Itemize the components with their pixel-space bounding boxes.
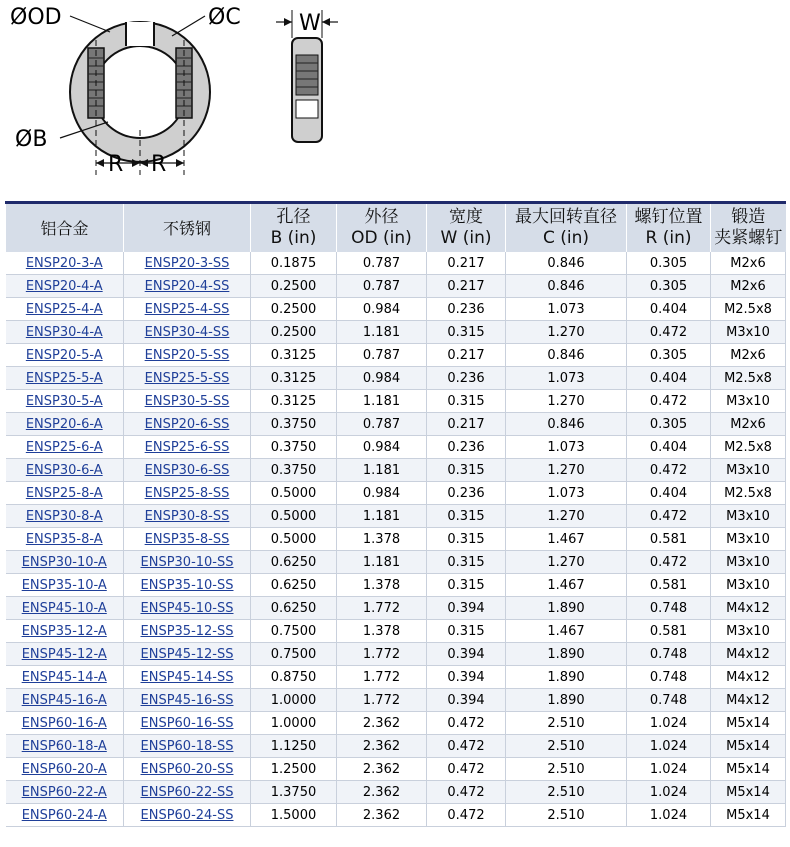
screw-cell: M3x10 bbox=[711, 528, 786, 551]
max-diameter-cell: 0.846 bbox=[506, 344, 627, 367]
width-cell: 0.315 bbox=[427, 321, 506, 344]
bore-cell: 0.7500 bbox=[251, 643, 337, 666]
od-cell: 1.181 bbox=[337, 551, 427, 574]
bore-cell: 0.3125 bbox=[251, 367, 337, 390]
screw-cell: M5x14 bbox=[711, 804, 786, 827]
width-cell: 0.472 bbox=[427, 804, 506, 827]
aluminum-part-link[interactable]: ENSP25-8-A bbox=[25, 485, 103, 501]
stainless-part-link[interactable]: ENSP25-8-SS bbox=[144, 485, 230, 501]
screw-position-cell: 0.404 bbox=[627, 298, 711, 321]
aluminum-part-cell[interactable] bbox=[6, 551, 124, 574]
bore-cell: 0.5000 bbox=[251, 528, 337, 551]
table-row bbox=[6, 252, 786, 275]
aluminum-part-link[interactable]: ENSP30-5-A bbox=[25, 393, 103, 409]
bore-cell: 1.5000 bbox=[251, 804, 337, 827]
stainless-part-link[interactable]: ENSP60-16-SS bbox=[140, 715, 234, 731]
bore-cell: 0.3125 bbox=[251, 390, 337, 413]
stainless-part-link[interactable]: ENSP45-10-SS bbox=[140, 600, 234, 616]
aluminum-part-cell[interactable] bbox=[6, 574, 124, 597]
aluminum-part-link[interactable]: ENSP45-10-A bbox=[21, 600, 107, 616]
table-row bbox=[6, 344, 786, 367]
aluminum-part-cell[interactable] bbox=[6, 482, 124, 505]
od-cell: 0.787 bbox=[337, 275, 427, 298]
aluminum-part-link[interactable]: ENSP30-8-A bbox=[25, 508, 103, 524]
stainless-part-cell[interactable] bbox=[124, 367, 251, 390]
stainless-part-link[interactable]: ENSP35-10-SS bbox=[140, 577, 234, 593]
stainless-part-link[interactable]: ENSP30-10-SS bbox=[140, 554, 234, 570]
od-cell: 0.787 bbox=[337, 413, 427, 436]
aluminum-part-link[interactable]: ENSP25-4-A bbox=[25, 301, 103, 317]
stainless-part-cell[interactable] bbox=[124, 344, 251, 367]
stainless-part-cell[interactable] bbox=[124, 689, 251, 712]
stainless-part-link[interactable]: ENSP35-12-SS bbox=[140, 623, 234, 639]
aluminum-part-link[interactable]: ENSP60-18-A bbox=[21, 738, 107, 754]
aluminum-part-cell[interactable] bbox=[6, 620, 124, 643]
table-row bbox=[6, 413, 786, 436]
bore-cell: 0.8750 bbox=[251, 666, 337, 689]
screw-cell: M3x10 bbox=[711, 390, 786, 413]
stainless-part-link[interactable]: ENSP30-8-SS bbox=[144, 508, 230, 524]
max-diameter-cell: 1.270 bbox=[506, 321, 627, 344]
stainless-part-cell[interactable] bbox=[124, 620, 251, 643]
screw-cell: M2x6 bbox=[711, 413, 786, 436]
aluminum-part-link[interactable]: ENSP45-14-A bbox=[21, 669, 107, 685]
max-diameter-cell: 1.270 bbox=[506, 459, 627, 482]
stainless-part-link[interactable]: ENSP45-12-SS bbox=[140, 646, 234, 662]
od-cell: 1.772 bbox=[337, 643, 427, 666]
table-row bbox=[6, 804, 786, 827]
aluminum-part-link[interactable]: ENSP60-22-A bbox=[21, 784, 107, 800]
max-diameter-cell: 1.270 bbox=[506, 505, 627, 528]
width-cell: 0.472 bbox=[427, 758, 506, 781]
stainless-part-link[interactable]: ENSP45-14-SS bbox=[140, 669, 234, 685]
aluminum-part-cell[interactable] bbox=[6, 459, 124, 482]
width-cell: 0.472 bbox=[427, 735, 506, 758]
screw-cell: M2.5x8 bbox=[711, 482, 786, 505]
stainless-part-cell[interactable] bbox=[124, 712, 251, 735]
max-diameter-cell: 1.467 bbox=[506, 574, 627, 597]
aluminum-part-cell[interactable] bbox=[6, 344, 124, 367]
table-row bbox=[6, 758, 786, 781]
aluminum-part-cell[interactable] bbox=[6, 298, 124, 321]
bore-cell: 1.1250 bbox=[251, 735, 337, 758]
aluminum-part-cell[interactable] bbox=[6, 321, 124, 344]
width-cell: 0.315 bbox=[427, 390, 506, 413]
od-cell: 1.378 bbox=[337, 574, 427, 597]
screw-position-cell: 1.024 bbox=[627, 758, 711, 781]
table-row bbox=[6, 275, 786, 298]
screw-position-cell: 0.305 bbox=[627, 344, 711, 367]
table-row bbox=[6, 298, 786, 321]
stainless-part-link[interactable]: ENSP20-6-SS bbox=[144, 416, 230, 432]
shaft-collar-diagram bbox=[0, 0, 790, 200]
stainless-part-cell[interactable] bbox=[124, 482, 251, 505]
stainless-part-cell[interactable] bbox=[124, 252, 251, 275]
od-cell: 2.362 bbox=[337, 804, 427, 827]
od-cell: 2.362 bbox=[337, 712, 427, 735]
table-row bbox=[6, 643, 786, 666]
max-diameter-cell: 1.467 bbox=[506, 528, 627, 551]
screw-position-cell: 0.472 bbox=[627, 459, 711, 482]
table-row bbox=[6, 321, 786, 344]
stainless-part-link[interactable]: ENSP60-18-SS bbox=[140, 738, 234, 754]
table-row bbox=[6, 735, 786, 758]
max-diameter-cell: 1.890 bbox=[506, 689, 627, 712]
screw-position-cell: 0.748 bbox=[627, 666, 711, 689]
aluminum-part-link[interactable]: ENSP60-16-A bbox=[21, 715, 107, 731]
stainless-part-cell[interactable] bbox=[124, 597, 251, 620]
aluminum-part-link[interactable]: ENSP30-6-A bbox=[25, 462, 103, 478]
bore-cell: 0.5000 bbox=[251, 505, 337, 528]
max-diameter-cell: 1.073 bbox=[506, 436, 627, 459]
width-cell: 0.315 bbox=[427, 459, 506, 482]
screw-cell: M3x10 bbox=[711, 620, 786, 643]
bore-cell: 1.0000 bbox=[251, 712, 337, 735]
stainless-part-link[interactable]: ENSP60-24-SS bbox=[140, 807, 234, 823]
max-diameter-cell: 0.846 bbox=[506, 252, 627, 275]
od-label: ØOD bbox=[10, 5, 62, 30]
stainless-part-cell[interactable] bbox=[124, 574, 251, 597]
aluminum-part-cell[interactable] bbox=[6, 758, 124, 781]
header-screw-position: 螺钉位置 R (in) bbox=[627, 203, 711, 253]
screw-cell: M3x10 bbox=[711, 574, 786, 597]
bore-cell: 1.2500 bbox=[251, 758, 337, 781]
table-row bbox=[6, 666, 786, 689]
stainless-part-link[interactable]: ENSP60-20-SS bbox=[140, 761, 234, 777]
aluminum-part-link[interactable]: ENSP30-10-A bbox=[21, 554, 107, 570]
bore-cell: 0.2500 bbox=[251, 321, 337, 344]
bore-cell: 0.2500 bbox=[251, 275, 337, 298]
stainless-part-cell[interactable] bbox=[124, 275, 251, 298]
stainless-part-link[interactable]: ENSP25-6-SS bbox=[144, 439, 230, 455]
width-cell: 0.394 bbox=[427, 666, 506, 689]
aluminum-part-cell[interactable] bbox=[6, 390, 124, 413]
screw-position-cell: 0.404 bbox=[627, 436, 711, 459]
header-width: 宽度 W (in) bbox=[427, 203, 506, 253]
stainless-part-cell[interactable] bbox=[124, 643, 251, 666]
screw-cell: M3x10 bbox=[711, 505, 786, 528]
max-diameter-cell: 1.073 bbox=[506, 298, 627, 321]
table-row bbox=[6, 390, 786, 413]
max-diameter-cell: 2.510 bbox=[506, 758, 627, 781]
bore-cell: 0.3750 bbox=[251, 436, 337, 459]
stainless-part-link[interactable]: ENSP30-4-SS bbox=[144, 324, 230, 340]
stainless-part-cell[interactable] bbox=[124, 390, 251, 413]
aluminum-part-link[interactable]: ENSP25-6-A bbox=[25, 439, 103, 455]
stainless-part-link[interactable]: ENSP60-22-SS bbox=[140, 784, 234, 800]
width-cell: 0.236 bbox=[427, 482, 506, 505]
stainless-part-link[interactable]: ENSP20-3-SS bbox=[144, 255, 230, 271]
screw-position-cell: 0.748 bbox=[627, 643, 711, 666]
width-cell: 0.315 bbox=[427, 505, 506, 528]
r-right-label: R bbox=[151, 152, 167, 177]
stainless-part-cell[interactable] bbox=[124, 321, 251, 344]
stainless-part-cell[interactable] bbox=[124, 528, 251, 551]
max-diameter-cell: 1.073 bbox=[506, 482, 627, 505]
table-row bbox=[6, 459, 786, 482]
screw-cell: M2x6 bbox=[711, 344, 786, 367]
od-cell: 0.984 bbox=[337, 482, 427, 505]
screw-cell: M2.5x8 bbox=[711, 367, 786, 390]
aluminum-part-cell[interactable] bbox=[6, 666, 124, 689]
aluminum-part-link[interactable]: ENSP35-10-A bbox=[21, 577, 107, 593]
screw-position-cell: 0.305 bbox=[627, 252, 711, 275]
bore-cell: 0.3750 bbox=[251, 459, 337, 482]
od-cell: 1.181 bbox=[337, 390, 427, 413]
screw-cell: M4x12 bbox=[711, 689, 786, 712]
b-label: ØB bbox=[15, 127, 48, 152]
max-diameter-cell: 0.846 bbox=[506, 413, 627, 436]
table-row bbox=[6, 781, 786, 804]
stainless-part-link[interactable]: ENSP25-4-SS bbox=[144, 301, 230, 317]
max-diameter-cell: 1.890 bbox=[506, 597, 627, 620]
bore-cell: 0.6250 bbox=[251, 597, 337, 620]
od-cell: 1.378 bbox=[337, 528, 427, 551]
width-cell: 0.315 bbox=[427, 528, 506, 551]
bore-cell: 0.6250 bbox=[251, 574, 337, 597]
screw-position-cell: 0.581 bbox=[627, 574, 711, 597]
header-max-diameter: 最大回转直径 C (in) bbox=[506, 203, 627, 253]
width-cell: 0.472 bbox=[427, 781, 506, 804]
od-cell: 2.362 bbox=[337, 781, 427, 804]
bore-cell: 0.5000 bbox=[251, 482, 337, 505]
header-screw: 锻造 夹紧螺钉 bbox=[711, 203, 786, 253]
screw-cell: M5x14 bbox=[711, 781, 786, 804]
table-row bbox=[6, 367, 786, 390]
stainless-part-cell[interactable] bbox=[124, 758, 251, 781]
screw-position-cell: 1.024 bbox=[627, 781, 711, 804]
width-cell: 0.217 bbox=[427, 252, 506, 275]
aluminum-part-link[interactable]: ENSP25-5-A bbox=[25, 370, 103, 386]
aluminum-part-cell[interactable] bbox=[6, 597, 124, 620]
aluminum-part-link[interactable]: ENSP20-5-A bbox=[25, 347, 103, 363]
bore-cell: 0.6250 bbox=[251, 551, 337, 574]
header-stainless: 不锈钢 bbox=[124, 203, 251, 253]
screw-position-cell: 0.404 bbox=[627, 482, 711, 505]
w-label: W bbox=[299, 11, 321, 36]
stainless-part-cell[interactable] bbox=[124, 413, 251, 436]
width-cell: 0.315 bbox=[427, 574, 506, 597]
stainless-part-link[interactable]: ENSP45-16-SS bbox=[140, 692, 234, 708]
od-cell: 1.772 bbox=[337, 666, 427, 689]
table-row bbox=[6, 712, 786, 735]
screw-cell: M4x12 bbox=[711, 666, 786, 689]
width-cell: 0.217 bbox=[427, 344, 506, 367]
screw-cell: M3x10 bbox=[711, 321, 786, 344]
od-cell: 0.787 bbox=[337, 252, 427, 275]
screw-position-cell: 0.472 bbox=[627, 551, 711, 574]
aluminum-part-link[interactable]: ENSP60-24-A bbox=[21, 807, 107, 823]
od-cell: 1.772 bbox=[337, 597, 427, 620]
width-cell: 0.394 bbox=[427, 689, 506, 712]
screw-cell: M5x14 bbox=[711, 712, 786, 735]
screw-position-cell: 0.748 bbox=[627, 597, 711, 620]
stainless-part-cell[interactable] bbox=[124, 436, 251, 459]
width-cell: 0.472 bbox=[427, 712, 506, 735]
table-row bbox=[6, 597, 786, 620]
stainless-part-cell[interactable] bbox=[124, 666, 251, 689]
screw-cell: M5x14 bbox=[711, 758, 786, 781]
aluminum-part-cell[interactable] bbox=[6, 781, 124, 804]
width-cell: 0.315 bbox=[427, 551, 506, 574]
screw-position-cell: 0.748 bbox=[627, 689, 711, 712]
bore-cell: 0.1875 bbox=[251, 252, 337, 275]
stainless-part-cell[interactable] bbox=[124, 804, 251, 827]
width-cell: 0.315 bbox=[427, 620, 506, 643]
bore-cell: 0.7500 bbox=[251, 620, 337, 643]
table-row bbox=[6, 620, 786, 643]
c-label: ØC bbox=[208, 5, 241, 30]
aluminum-part-link[interactable]: ENSP20-4-A bbox=[25, 278, 103, 294]
od-cell: 0.984 bbox=[337, 367, 427, 390]
screw-cell: M2.5x8 bbox=[711, 436, 786, 459]
width-cell: 0.217 bbox=[427, 275, 506, 298]
max-diameter-cell: 1.270 bbox=[506, 551, 627, 574]
od-cell: 0.984 bbox=[337, 298, 427, 321]
aluminum-part-cell[interactable] bbox=[6, 643, 124, 666]
screw-position-cell: 0.305 bbox=[627, 275, 711, 298]
screw-position-cell: 1.024 bbox=[627, 712, 711, 735]
max-diameter-cell: 1.890 bbox=[506, 666, 627, 689]
stainless-part-link[interactable]: ENSP30-6-SS bbox=[144, 462, 230, 478]
bore-cell: 0.3750 bbox=[251, 413, 337, 436]
max-diameter-cell: 2.510 bbox=[506, 804, 627, 827]
od-cell: 0.984 bbox=[337, 436, 427, 459]
aluminum-part-cell[interactable] bbox=[6, 804, 124, 827]
stainless-part-link[interactable]: ENSP35-8-SS bbox=[144, 531, 230, 547]
max-diameter-cell: 1.270 bbox=[506, 390, 627, 413]
screw-position-cell: 1.024 bbox=[627, 804, 711, 827]
aluminum-part-cell[interactable] bbox=[6, 735, 124, 758]
stainless-part-link[interactable]: ENSP20-5-SS bbox=[144, 347, 230, 363]
stainless-part-cell[interactable] bbox=[124, 459, 251, 482]
table-row bbox=[6, 574, 786, 597]
header-od: 外径 OD (in) bbox=[337, 203, 427, 253]
aluminum-part-link[interactable]: ENSP20-6-A bbox=[25, 416, 103, 432]
width-cell: 0.236 bbox=[427, 298, 506, 321]
header-bore: 孔径 B (in) bbox=[251, 203, 337, 253]
od-cell: 1.378 bbox=[337, 620, 427, 643]
aluminum-part-link[interactable]: ENSP35-12-A bbox=[21, 623, 107, 639]
screw-cell: M3x10 bbox=[711, 551, 786, 574]
bore-cell: 1.0000 bbox=[251, 689, 337, 712]
stainless-part-cell[interactable] bbox=[124, 298, 251, 321]
od-cell: 0.787 bbox=[337, 344, 427, 367]
max-diameter-cell: 1.890 bbox=[506, 643, 627, 666]
aluminum-part-link[interactable]: ENSP60-20-A bbox=[21, 761, 107, 777]
table-header-row bbox=[6, 203, 786, 253]
screw-position-cell: 1.024 bbox=[627, 735, 711, 758]
od-cell: 1.181 bbox=[337, 505, 427, 528]
screw-cell: M4x12 bbox=[711, 597, 786, 620]
max-diameter-cell: 2.510 bbox=[506, 735, 627, 758]
stainless-part-cell[interactable] bbox=[124, 505, 251, 528]
header-aluminum: 铝合金 bbox=[6, 203, 124, 253]
screw-position-cell: 0.581 bbox=[627, 528, 711, 551]
screw-cell: M2x6 bbox=[711, 275, 786, 298]
width-cell: 0.236 bbox=[427, 436, 506, 459]
table-row bbox=[6, 436, 786, 459]
stainless-part-cell[interactable] bbox=[124, 781, 251, 804]
max-diameter-cell: 2.510 bbox=[506, 712, 627, 735]
max-diameter-cell: 2.510 bbox=[506, 781, 627, 804]
screw-position-cell: 0.472 bbox=[627, 321, 711, 344]
max-diameter-cell: 0.846 bbox=[506, 275, 627, 298]
aluminum-part-link[interactable]: ENSP30-4-A bbox=[25, 324, 103, 340]
stainless-part-link[interactable]: ENSP25-5-SS bbox=[144, 370, 230, 386]
screw-position-cell: 0.581 bbox=[627, 620, 711, 643]
screw-cell: M5x14 bbox=[711, 735, 786, 758]
aluminum-part-link[interactable]: ENSP45-16-A bbox=[21, 692, 107, 708]
aluminum-part-cell[interactable] bbox=[6, 689, 124, 712]
bore-cell: 1.3750 bbox=[251, 781, 337, 804]
screw-position-cell: 0.305 bbox=[627, 413, 711, 436]
table-row bbox=[6, 482, 786, 505]
collar-front-view bbox=[60, 16, 210, 175]
aluminum-part-cell[interactable] bbox=[6, 413, 124, 436]
screw-position-cell: 0.404 bbox=[627, 367, 711, 390]
product-spec-table bbox=[5, 201, 786, 827]
max-diameter-cell: 1.073 bbox=[506, 367, 627, 390]
table-row bbox=[6, 689, 786, 712]
aluminum-part-cell[interactable] bbox=[6, 528, 124, 551]
r-left-label: R bbox=[108, 152, 124, 177]
od-cell: 1.181 bbox=[337, 321, 427, 344]
od-cell: 1.181 bbox=[337, 459, 427, 482]
width-cell: 0.217 bbox=[427, 413, 506, 436]
width-cell: 0.394 bbox=[427, 643, 506, 666]
width-cell: 0.394 bbox=[427, 597, 506, 620]
screw-cell: M2x6 bbox=[711, 252, 786, 275]
table-row bbox=[6, 528, 786, 551]
aluminum-part-cell[interactable] bbox=[6, 712, 124, 735]
od-cell: 2.362 bbox=[337, 735, 427, 758]
table-row bbox=[6, 505, 786, 528]
stainless-part-link[interactable]: ENSP20-4-SS bbox=[144, 278, 230, 294]
bore-cell: 0.3125 bbox=[251, 344, 337, 367]
bore-cell: 0.2500 bbox=[251, 298, 337, 321]
aluminum-part-cell[interactable] bbox=[6, 367, 124, 390]
aluminum-part-link[interactable]: ENSP20-3-A bbox=[25, 255, 103, 271]
screw-cell: M3x10 bbox=[711, 459, 786, 482]
screw-cell: M2.5x8 bbox=[711, 298, 786, 321]
od-cell: 2.362 bbox=[337, 758, 427, 781]
aluminum-part-link[interactable]: ENSP35-8-A bbox=[25, 531, 103, 547]
screw-position-cell: 0.472 bbox=[627, 390, 711, 413]
aluminum-part-cell[interactable] bbox=[6, 505, 124, 528]
stainless-part-link[interactable]: ENSP30-5-SS bbox=[144, 393, 230, 409]
table-row bbox=[6, 551, 786, 574]
aluminum-part-cell[interactable] bbox=[6, 252, 124, 275]
aluminum-part-link[interactable]: ENSP45-12-A bbox=[21, 646, 107, 662]
stainless-part-cell[interactable] bbox=[124, 735, 251, 758]
screw-cell: M4x12 bbox=[711, 643, 786, 666]
max-diameter-cell: 1.467 bbox=[506, 620, 627, 643]
screw-position-cell: 0.472 bbox=[627, 505, 711, 528]
width-cell: 0.236 bbox=[427, 367, 506, 390]
od-cell: 1.772 bbox=[337, 689, 427, 712]
stainless-part-cell[interactable] bbox=[124, 551, 251, 574]
aluminum-part-cell[interactable] bbox=[6, 275, 124, 298]
aluminum-part-cell[interactable] bbox=[6, 436, 124, 459]
